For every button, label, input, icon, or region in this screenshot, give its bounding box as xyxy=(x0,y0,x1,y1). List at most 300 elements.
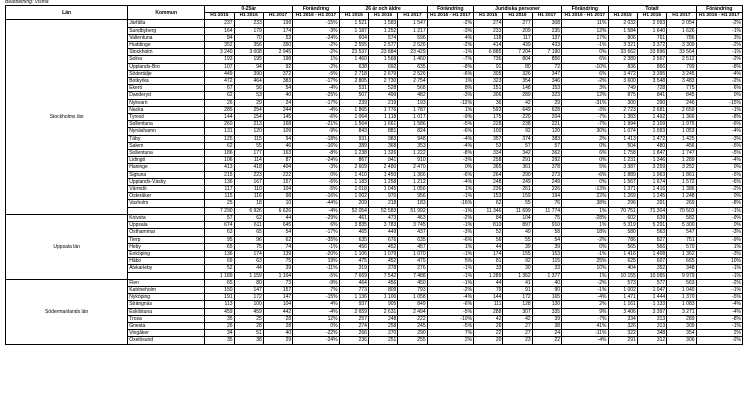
value-cell: 645 xyxy=(263,222,292,229)
value-cell: 378 xyxy=(532,164,561,171)
value-cell: 12% xyxy=(562,27,608,34)
value-cell: 155 xyxy=(503,250,532,257)
value-cell: 383 xyxy=(532,135,561,142)
value-cell: 7 669 xyxy=(339,272,368,279)
kommun-cell: Haninge xyxy=(128,164,205,171)
value-cell: 218 xyxy=(368,200,397,207)
value-cell: 480 xyxy=(637,142,666,149)
value-cell: 2 659 xyxy=(339,308,368,315)
value-cell: 131 xyxy=(205,128,234,135)
value-cell: -2% xyxy=(427,286,473,293)
kommun-cell: Nyköping xyxy=(128,294,205,301)
value-cell: 910 xyxy=(398,157,427,164)
value-cell: 875 xyxy=(608,92,637,99)
value-cell: 418 xyxy=(234,164,263,171)
value-cell: 563 xyxy=(637,229,666,236)
value-cell: -4% xyxy=(427,178,473,185)
value-cell: 1% xyxy=(293,56,339,63)
value-cell: 110 xyxy=(234,186,263,193)
value-cell: 910 xyxy=(532,222,561,229)
value-cell: 258 xyxy=(474,157,503,164)
value-cell: 635 xyxy=(398,63,427,70)
value-cell: 148 xyxy=(503,85,532,92)
value-cell: 204 xyxy=(532,114,561,121)
value-cell: 6% xyxy=(562,70,608,77)
value-cell: 6% xyxy=(696,85,742,92)
value-cell: 153 xyxy=(532,250,561,257)
value-cell: 199 xyxy=(263,20,292,27)
value-cell: 390 xyxy=(234,70,263,77)
value-cell: 154 xyxy=(234,114,263,121)
value-cell: -2% xyxy=(427,20,473,27)
value-cell: 33 xyxy=(474,265,503,272)
value-cell: 3 783 xyxy=(368,222,397,229)
value-cell: 692 xyxy=(368,63,397,70)
value-cell: -9% xyxy=(293,128,339,135)
value-cell: 1 547 xyxy=(398,20,427,27)
value-cell: 452 xyxy=(368,243,397,250)
value-cell: 277 xyxy=(503,20,532,27)
value-cell: -6% xyxy=(427,301,473,308)
value-cell: 1 583 xyxy=(368,20,397,27)
value-cell: 2 032 xyxy=(608,20,637,27)
value-cell: 80 xyxy=(234,279,263,286)
value-cell: -7% xyxy=(562,121,608,128)
value-cell: 186 xyxy=(205,150,234,157)
value-cell: 7 488 xyxy=(398,272,427,279)
value-cell: -2% xyxy=(696,78,742,85)
value-cell: 2 805 xyxy=(339,78,368,85)
value-cell: 3 240 xyxy=(205,49,234,56)
value-cell: 41% xyxy=(562,322,608,329)
kommun-cell: Ekerö xyxy=(128,85,205,92)
value-cell: 24 xyxy=(263,99,292,106)
value-cell: 3 472 xyxy=(608,70,637,77)
value-cell: 348 xyxy=(637,330,666,337)
value-cell: 144 xyxy=(474,294,503,301)
value-cell: 1% xyxy=(427,78,473,85)
year-header: H1 2016 xyxy=(503,13,532,20)
value-cell: 604 xyxy=(339,34,368,41)
value-cell: 67 xyxy=(205,85,234,92)
value-cell: 6 885 xyxy=(474,49,503,56)
value-cell: -1% xyxy=(696,286,742,293)
value-cell: 44 xyxy=(234,265,263,272)
value-cell: -1% xyxy=(427,272,473,279)
value-cell: 289 xyxy=(503,92,532,99)
value-cell: 307 xyxy=(503,308,532,315)
value-cell: 30 xyxy=(503,265,532,272)
value-cell: 260 xyxy=(205,121,234,128)
value-cell: 374 xyxy=(503,135,532,142)
value-cell: 6 626 xyxy=(263,207,292,214)
value-cell: 9% xyxy=(562,308,608,315)
value-cell: 125 xyxy=(205,135,234,142)
value-cell: 209 xyxy=(339,200,368,207)
value-cell: 3 600 xyxy=(608,78,637,85)
value-cell: 1 159 xyxy=(234,272,263,279)
value-cell: -5% xyxy=(696,294,742,301)
value-cell: 91 xyxy=(474,63,503,70)
value-cell: -1% xyxy=(696,322,742,329)
value-cell: 75 xyxy=(532,214,561,221)
value-cell: 228 xyxy=(474,121,503,128)
value-cell: 172 xyxy=(503,294,532,301)
value-cell: 290 xyxy=(637,99,666,106)
value-cell: 413 xyxy=(205,164,234,171)
value-cell: -4% xyxy=(427,142,473,149)
value-cell: 635 xyxy=(398,236,427,243)
value-cell: 2% xyxy=(696,330,742,337)
value-cell: 57 xyxy=(205,214,234,221)
table-body xyxy=(6,20,743,344)
value-cell: 94 xyxy=(234,63,263,70)
value-cell: 296 xyxy=(608,200,637,207)
value-cell: 452 xyxy=(368,258,397,265)
value-cell: 2 480 xyxy=(368,164,397,171)
value-cell: 51 992 xyxy=(398,207,427,214)
kommun-cell: Katrineholm xyxy=(128,286,205,293)
value-cell: -4% xyxy=(293,207,339,214)
value-cell: 172 xyxy=(234,294,263,301)
value-cell: -9% xyxy=(696,214,742,221)
value-cell: -2% xyxy=(562,279,608,286)
value-cell: 139 xyxy=(263,250,292,257)
value-cell: 1 787 xyxy=(398,106,427,113)
value-cell: 1 640 xyxy=(637,27,666,34)
value-cell: 2 659 xyxy=(667,106,696,113)
value-cell: 70 503 xyxy=(667,207,696,214)
value-cell: 291 xyxy=(608,337,637,344)
value-cell: 1 258 xyxy=(368,178,397,185)
value-cell: -7% xyxy=(427,56,473,63)
value-cell: 0% xyxy=(696,222,742,229)
value-cell: 255 xyxy=(398,337,427,344)
value-cell: 10% xyxy=(562,265,608,272)
value-cell: -6% xyxy=(293,178,339,185)
value-cell: 40 xyxy=(532,279,561,286)
kommun-cell: Vaxholm xyxy=(128,200,205,207)
value-cell: 635 xyxy=(339,236,368,243)
value-cell: 1 047 xyxy=(637,286,666,293)
value-cell: 175 xyxy=(474,114,503,121)
value-cell: 1 289 xyxy=(474,272,503,279)
value-cell: 35 xyxy=(205,337,234,344)
value-cell: 580 xyxy=(608,229,637,236)
value-cell: 1 416 xyxy=(608,250,637,257)
value-cell: 79 xyxy=(474,286,503,293)
value-cell: 195 xyxy=(234,56,263,63)
value-cell: 361 xyxy=(503,164,532,171)
value-cell: 602 xyxy=(608,214,637,221)
lan-cell: Södermanlands län xyxy=(6,279,128,344)
value-cell: -6% xyxy=(427,70,473,77)
value-cell: 6% xyxy=(562,56,608,63)
value-cell: 261 xyxy=(503,186,532,193)
value-cell: 63 xyxy=(234,258,263,265)
value-cell: 1 106 xyxy=(339,250,368,257)
value-cell: 62 xyxy=(205,92,234,99)
value-cell: 905 xyxy=(368,301,397,308)
value-cell: 312 xyxy=(637,337,666,344)
value-cell: 130 xyxy=(532,301,561,308)
value-cell: 867 xyxy=(339,157,368,164)
kommun-cell: Södertälje xyxy=(128,70,205,77)
value-cell: 92 xyxy=(503,128,532,135)
value-cell: -1% xyxy=(427,49,473,56)
value-cell: 5 291 xyxy=(637,222,666,229)
value-cell: 346 xyxy=(532,78,561,85)
value-cell: 353 xyxy=(398,142,427,149)
value-cell: -8% xyxy=(696,63,742,70)
value-cell: 319 xyxy=(339,265,368,272)
value-cell: 414 xyxy=(474,42,503,49)
value-cell: 3 397 xyxy=(637,308,666,315)
value-cell: 1 626 xyxy=(667,27,696,34)
value-cell: 55 xyxy=(503,236,532,243)
value-cell: 1 847 xyxy=(637,150,666,157)
change-header: H1 2016 - H1 2017 xyxy=(696,13,742,20)
value-cell: 0% xyxy=(696,164,742,171)
value-cell: 568 xyxy=(398,85,427,92)
value-cell: 849 xyxy=(398,301,427,308)
value-cell: 52 583 xyxy=(368,207,397,214)
value-cell: 350 xyxy=(263,42,292,49)
value-cell: 573 xyxy=(608,279,637,286)
value-cell: 1 889 xyxy=(608,171,637,178)
value-cell: 459 xyxy=(205,308,234,315)
value-cell: -6% xyxy=(427,171,473,178)
value-cell: -3% xyxy=(427,27,473,34)
value-cell: 0% xyxy=(696,193,742,200)
value-cell: 222 xyxy=(398,315,427,322)
value-cell: 147 xyxy=(234,286,263,293)
year-header: H1 2016 xyxy=(368,13,397,20)
change-header: H1 2016 - H1 2017 xyxy=(562,13,608,20)
value-cell: 1 056 xyxy=(398,186,427,193)
value-cell: 1 450 xyxy=(368,171,397,178)
value-cell: 465 xyxy=(339,229,368,236)
value-cell: 404 xyxy=(263,164,292,171)
kommun-cell xyxy=(128,272,205,279)
value-cell: 7 542 xyxy=(368,272,397,279)
value-cell: 1 183 xyxy=(339,178,368,185)
year-header: H1 2017 xyxy=(398,13,427,20)
value-cell: -2% xyxy=(696,279,742,286)
value-cell: 145 xyxy=(263,114,292,121)
value-cell: 39 xyxy=(532,243,561,250)
value-cell: 26 xyxy=(474,322,503,329)
value-cell: 1 377 xyxy=(532,272,561,279)
value-cell: 2 723 xyxy=(608,106,637,113)
value-cell: 44 xyxy=(263,214,292,221)
value-cell: -4% xyxy=(696,70,742,77)
value-cell: 433 xyxy=(532,42,561,49)
value-cell: 7% xyxy=(427,330,473,337)
value-cell: 75 xyxy=(234,243,263,250)
value-cell: 499 xyxy=(368,92,397,99)
value-cell: 334 xyxy=(474,150,503,157)
value-cell: 463 xyxy=(398,214,427,221)
kommun-cell: Sigtuna xyxy=(128,171,205,178)
statistics-table xyxy=(5,5,743,345)
value-cell: 596 xyxy=(398,34,427,41)
value-cell: 5 300 xyxy=(667,222,696,229)
value-cell: 1 370 xyxy=(667,294,696,301)
kommun-cell: Salem xyxy=(128,142,205,149)
value-cell: 28 xyxy=(234,322,263,329)
value-cell: 456 xyxy=(667,142,696,149)
value-cell: 3 245 xyxy=(667,70,696,77)
value-cell: 1 366 xyxy=(398,171,427,178)
value-cell: -3% xyxy=(696,135,742,142)
value-cell: 92 xyxy=(263,63,292,70)
value-cell: 3 483 xyxy=(667,78,696,85)
value-cell: 0% xyxy=(293,322,339,329)
value-cell: 251 xyxy=(368,337,397,344)
value-cell: 1 408 xyxy=(637,250,666,257)
value-cell: 749 xyxy=(608,85,637,92)
value-cell: 2 054 xyxy=(667,20,696,27)
value-cell: 257 xyxy=(339,315,368,322)
value-cell: 1 018 xyxy=(339,186,368,193)
value-cell: 2 093 xyxy=(637,20,666,27)
value-cell: 799 xyxy=(667,63,696,70)
value-cell: 209 xyxy=(503,27,532,34)
value-cell: 3 372 xyxy=(637,42,666,49)
value-cell: 0% xyxy=(696,92,742,99)
value-cell: 29 xyxy=(263,337,292,344)
kommun-cell: Solna xyxy=(128,56,205,63)
value-cell: 264 xyxy=(474,171,503,178)
value-cell: 365 xyxy=(474,164,503,171)
value-cell: 52 xyxy=(474,229,503,236)
value-cell: 136 xyxy=(205,178,234,185)
value-cell: 1 444 xyxy=(637,294,666,301)
value-cell: 163 xyxy=(263,150,292,157)
value-cell: -5% xyxy=(293,70,339,77)
value-cell: -3% xyxy=(427,229,473,236)
value-cell: -6% xyxy=(427,128,473,135)
value-cell: 1 217 xyxy=(398,27,427,34)
value-cell: 270 xyxy=(368,330,397,337)
value-cell: 27 xyxy=(503,330,532,337)
value-cell: 786 xyxy=(667,34,696,41)
value-cell: 628 xyxy=(532,106,561,113)
value-cell: 9 979 xyxy=(667,272,696,279)
value-cell: 10% xyxy=(696,258,742,265)
value-cell: 72 xyxy=(532,63,561,70)
value-cell: 53 xyxy=(474,142,503,149)
value-cell: 638 xyxy=(339,63,368,70)
value-cell: -3% xyxy=(427,157,473,164)
value-cell: 193 xyxy=(205,56,234,63)
year-header: H1 2017 xyxy=(532,13,561,20)
value-cell: 38 xyxy=(532,322,561,329)
value-cell: 54 xyxy=(263,85,292,92)
value-cell: 1 070 xyxy=(398,250,427,257)
value-cell: 104 xyxy=(503,214,532,221)
value-cell: 674 xyxy=(205,222,234,229)
value-cell: 3 252 xyxy=(667,164,696,171)
value-cell: 1 758 xyxy=(608,150,637,157)
value-cell: 0% xyxy=(293,171,339,178)
value-cell: 639 xyxy=(637,214,666,221)
value-cell: 983 xyxy=(368,135,397,142)
value-cell: 29 xyxy=(234,99,263,106)
value-cell: -1% xyxy=(427,279,473,286)
value-cell: 19% xyxy=(293,258,339,265)
value-cell: 773 xyxy=(339,286,368,293)
value-cell: 2 567 xyxy=(637,56,666,63)
value-cell: 1 252 xyxy=(368,27,397,34)
value-cell: 51 xyxy=(234,330,263,337)
value-cell: -24% xyxy=(293,34,339,41)
value-cell: 114 xyxy=(234,157,263,164)
value-cell: 22% xyxy=(562,193,608,200)
kommun-cell: Håbo xyxy=(128,258,205,265)
value-cell: 1 083 xyxy=(667,301,696,308)
year-header: H1 2015 xyxy=(474,13,503,20)
value-cell: -1% xyxy=(427,265,473,272)
value-cell: -3% xyxy=(293,27,339,34)
value-cell: 26 xyxy=(205,99,234,106)
value-cell: -4% xyxy=(562,337,608,344)
value-cell: 5% xyxy=(427,258,473,265)
value-cell: -2% xyxy=(427,214,473,221)
value-cell: 2 109 xyxy=(637,121,666,128)
value-cell: 577 xyxy=(637,279,666,286)
value-cell: 7 204 xyxy=(503,49,532,56)
value-cell: 3 406 xyxy=(608,308,637,315)
value-cell: 563 xyxy=(667,279,696,286)
value-cell: 65 xyxy=(205,243,234,250)
kommun-cell: Sollentuna xyxy=(128,150,205,157)
kommun-cell: Enköping xyxy=(128,250,205,257)
value-cell: -15% xyxy=(293,20,339,27)
value-cell: 62 xyxy=(474,200,503,207)
value-cell: 269 xyxy=(667,200,696,207)
value-cell: 106 xyxy=(205,157,234,164)
value-cell: 1 492 xyxy=(637,114,666,121)
value-cell: 1 161 xyxy=(608,301,637,308)
value-cell: 245 xyxy=(398,322,427,329)
value-cell: 334 xyxy=(608,315,637,322)
value-cell: 348 xyxy=(667,265,696,272)
value-cell: 3 309 xyxy=(667,42,696,49)
value-cell: 313 xyxy=(637,315,666,322)
value-cell: 449 xyxy=(205,70,234,77)
value-cell: 22 xyxy=(532,337,561,344)
value-cell: 786 xyxy=(608,236,637,243)
value-cell: 439 xyxy=(503,42,532,49)
value-cell: 2 679 xyxy=(368,70,397,77)
value-cell: 1 045 xyxy=(368,186,397,193)
value-cell: 84 xyxy=(474,214,503,221)
value-cell: 3 745 xyxy=(398,222,427,229)
value-cell: -8% xyxy=(696,114,742,121)
value-cell: -13% xyxy=(562,186,608,193)
value-cell: 507 xyxy=(339,92,368,99)
value-cell: -3% xyxy=(696,229,742,236)
value-cell: 128 xyxy=(503,301,532,308)
value-cell: 52 xyxy=(205,265,234,272)
value-cell: 472 xyxy=(205,78,234,85)
value-cell: -9% xyxy=(696,236,742,243)
value-cell: 137 xyxy=(532,34,561,41)
value-cell: 29 xyxy=(532,99,561,106)
value-cell: 5 319 xyxy=(608,222,637,229)
